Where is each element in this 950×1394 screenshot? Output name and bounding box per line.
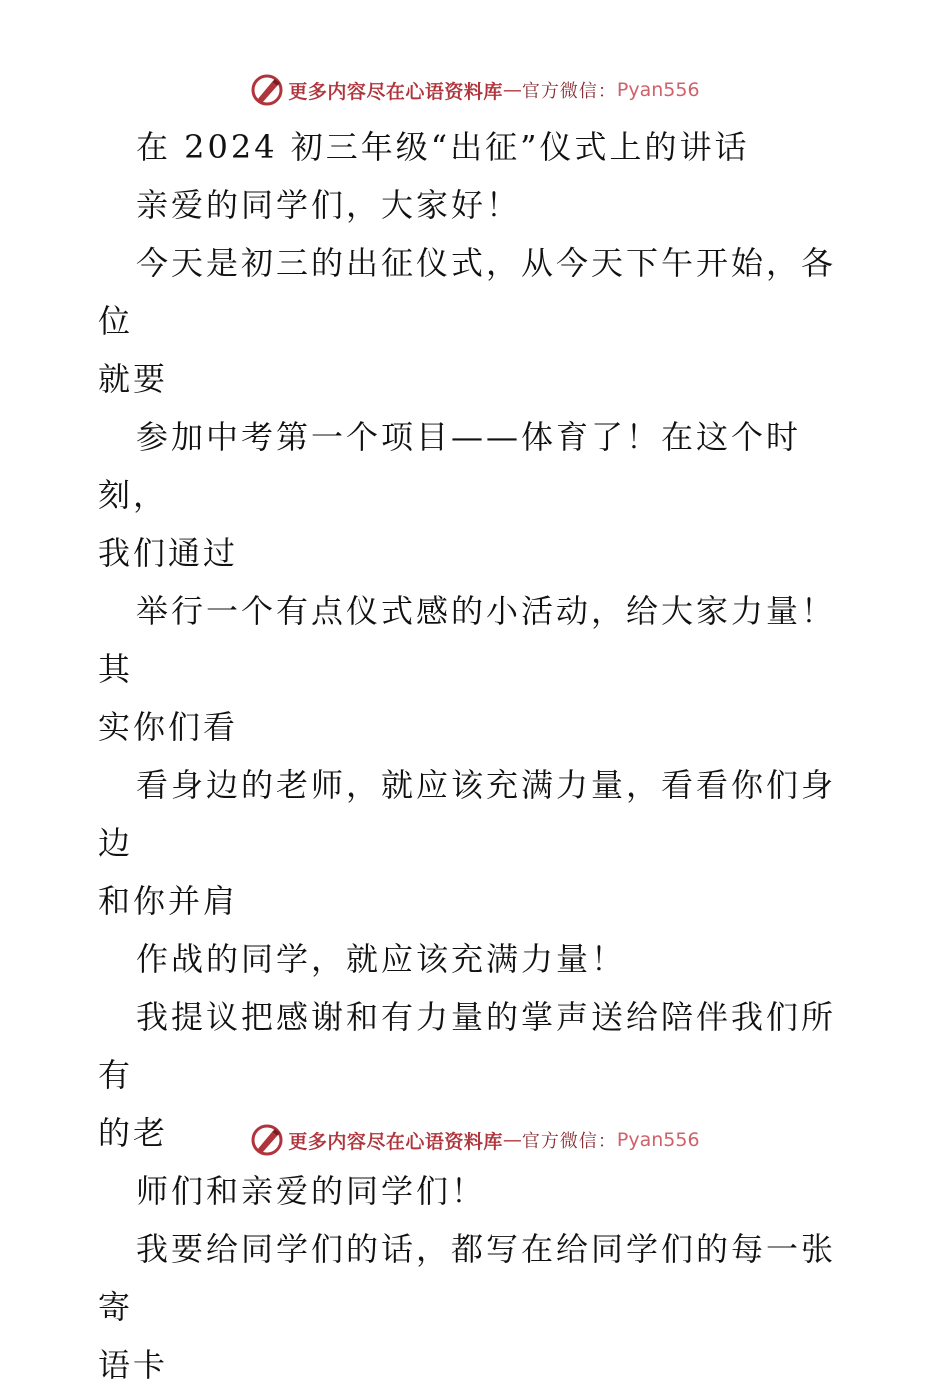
paragraph-continuation <box>98 350 858 408</box>
watermark-label: 官方微信： <box>521 1131 617 1152</box>
paragraph <box>98 1220 858 1336</box>
watermark-id: Pyan556 <box>616 1129 700 1151</box>
line-text: 我提议把感谢和有力量的掌声送给陪伴我们所有 <box>98 998 837 1094</box>
document-body <box>98 118 858 1394</box>
watermark-label: 官方微信： <box>521 81 617 102</box>
paragraph <box>98 1162 858 1220</box>
speech-title <box>98 118 858 176</box>
red-pen-circle-icon <box>250 73 284 107</box>
line-text: 今天是初三的出征仪式，从今天下午开始，各位 <box>98 244 837 340</box>
paragraph-continuation <box>98 698 858 756</box>
line-text: 看身边的老师，就应该充满力量，看看你们身边 <box>98 766 837 862</box>
watermark-main-text: 更多内容尽在心语资料库 <box>288 80 503 103</box>
line-text: 参加中考第一个项目——体育了！在这个时刻， <box>98 418 802 514</box>
watermark-main-text: 更多内容尽在心语资料库 <box>288 1130 503 1153</box>
watermark-id: Pyan556 <box>616 79 700 101</box>
paragraph-continuation <box>98 524 858 582</box>
red-pen-circle-icon <box>250 1123 284 1157</box>
line-text: 就要 <box>98 360 169 398</box>
line-text: 师们和亲爱的同学们！ <box>136 1172 487 1210</box>
paragraph <box>98 756 858 872</box>
paragraph-continuation <box>98 1336 858 1394</box>
header-watermark <box>0 70 950 110</box>
line-text: 的老 <box>98 1114 169 1152</box>
line-text: 举行一个有点仪式感的小活动，给大家力量！其 <box>98 592 837 688</box>
watermark-separator: — <box>502 1129 522 1151</box>
line-text: 作战的同学，就应该充满力量！ <box>136 940 627 978</box>
paragraph <box>98 988 858 1104</box>
footer-watermark <box>0 1120 950 1160</box>
paragraph <box>98 930 858 988</box>
paragraph <box>98 176 858 234</box>
paragraph <box>98 582 858 698</box>
line-text: 实你们看 <box>98 708 239 746</box>
paragraph-continuation <box>98 872 858 930</box>
line-text: 语卡 <box>98 1346 169 1384</box>
line-text: 在 2024 初三年级“出征”仪式上的讲话 <box>136 128 750 166</box>
paragraph <box>98 234 858 350</box>
paragraph <box>98 408 858 524</box>
line-text: 亲爱的同学们，大家好！ <box>136 186 522 224</box>
line-text: 我要给同学们的话，都写在给同学们的每一张寄 <box>98 1230 837 1326</box>
line-text: 和你并肩 <box>98 882 239 920</box>
line-text: 我们通过 <box>98 534 239 572</box>
watermark-separator: — <box>502 79 522 101</box>
